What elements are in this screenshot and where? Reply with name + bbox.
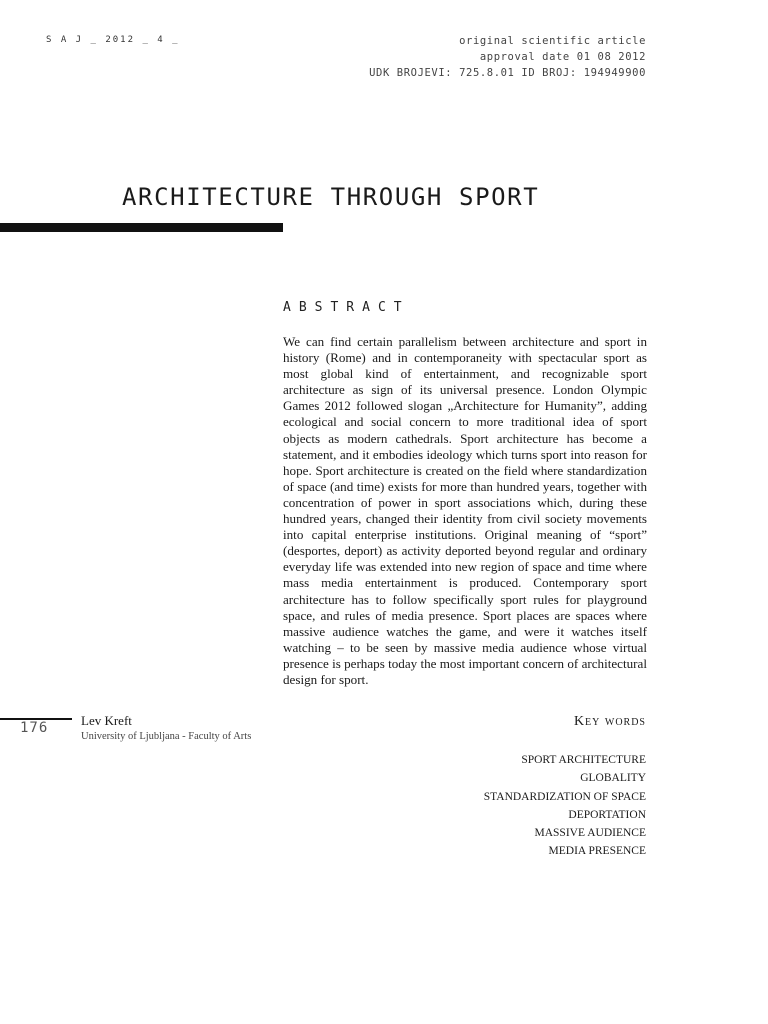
article-type: original scientific article bbox=[459, 35, 646, 47]
title-underline-bar bbox=[0, 223, 283, 232]
author-affiliation: University of Ljubljana - Faculty of Arts bbox=[81, 731, 252, 742]
approval-date: approval date 01 08 2012 bbox=[479, 51, 646, 63]
journal-reference: S A J _ 2012 _ 4 _ bbox=[46, 35, 180, 45]
keyword-item: DEPORTATION bbox=[568, 808, 646, 821]
udk-id: UDK BROJEVI: 725.8.01 ID BROJ: 194949900 bbox=[369, 67, 646, 79]
keyword-item: STANDARDIZATION OF SPACE bbox=[483, 790, 646, 803]
abstract-text: We can find certain parallelism between architecture and sport in history (Rome) and in contemporaneity with spectacular sport as most global kind of entertainment, and recognizable sport architecture as sign of its universal presence. London Olympic Games 2012 followed slogan „Architecture for Humanity”, adding ecological and social concern to more traditional idea of sport objects as modern cathedrals. Sport architecture has become a statement, and it embodies ideology which turns sport into reason for hope. Sport architecture is created on the field where standardization of space (and time) exists for more than hundred years, together with concentration of power in sport associations which, during these hundred years, changed their identity from civil society movements into capital enterprise institutions. Original meaning of “sport” (desportes, deport) as activity deported beyond regular and ordinary everyday life was extended into new region of space and time where mass media entertainment is produced. Contemporary sport architecture has to follow specifically sport rules for playground space, and rules of media presence. Sport places are spaces where massive audience watches the game, and were it watches itself watching – to be seen by massive media audience whose virtual presence is perhaps today the most important concern of architectural design for sport. bbox=[283, 334, 647, 687]
keyword-item: GLOBALITY bbox=[580, 772, 646, 785]
author-name: Lev Kreft bbox=[81, 713, 132, 728]
keywords-heading: Key words bbox=[573, 714, 646, 729]
page-number: 176 bbox=[20, 720, 49, 736]
keywords-list bbox=[484, 751, 646, 861]
abstract-heading: ABSTRACT bbox=[283, 300, 410, 315]
article-title: ARCHITECTURE THROUGH SPORT bbox=[122, 183, 540, 211]
keyword-item: MASSIVE AUDIENCE bbox=[534, 827, 646, 840]
keyword-item: SPORT ARCHITECTURE bbox=[521, 754, 646, 766]
article-meta bbox=[369, 33, 646, 81]
keyword-item: MEDIA PRESENCE bbox=[548, 845, 646, 858]
